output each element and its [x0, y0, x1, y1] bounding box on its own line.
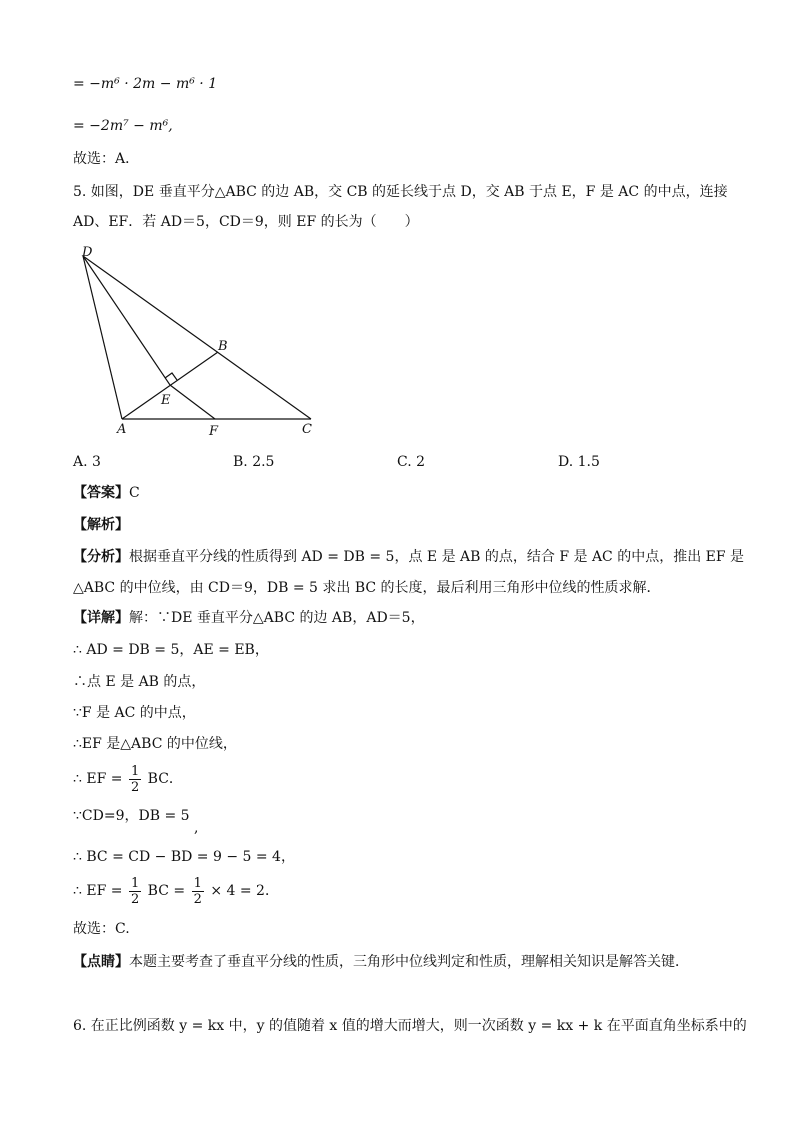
fraction-one-half-a [129, 876, 141, 907]
analysis-heading [73, 516, 129, 534]
fenxi-line-2: △ABC 的中位线，由 CD＝9，DB = 5 求出 BC 的长度，最后利用三角形中位线的性质求解． [73, 580, 661, 596]
fenxi-text-1: 根据垂直平分线的性质得到 AD = DB = 5，点 E 是 AB 的点，结合 F 是 AC 的中点，推出 EF 是 [129, 549, 745, 565]
fraction-denominator: 2 [130, 891, 140, 907]
fraction-denominator: 2 [130, 779, 140, 795]
detail-step-2: ∴ AD = DB = 5，AE = EB， [73, 642, 269, 658]
segment-da [83, 256, 122, 419]
geometry-figure [70, 240, 330, 445]
label-b: B [218, 339, 228, 354]
label-f: F [209, 424, 219, 439]
step-7-comma: , [194, 820, 199, 836]
fraction-denominator: 2 [193, 891, 202, 907]
label-d: D [82, 245, 93, 260]
dianjing-line [73, 953, 689, 971]
fraction-one-half-b [192, 876, 204, 907]
option-d: D. 1.5 [558, 454, 600, 470]
detail-step-6 [73, 763, 183, 795]
label-a: A [117, 422, 127, 437]
detail-step-10: 故选：C. [73, 921, 130, 937]
detail-step-5: ∴EF 是△ABC 的中位线， [73, 736, 237, 752]
fenxi-line-1 [73, 548, 744, 566]
detail-step-1: 解：∵DE 垂直平分△ABC 的边 AB，AD＝5， [129, 610, 425, 626]
equation-line-1: = −m⁶ · 2m − m⁶ · 1 [73, 76, 218, 92]
label-e: E [161, 393, 171, 408]
answer-value: C [129, 485, 140, 501]
fraction-numerator: 1 [130, 763, 140, 779]
dianjing-text: 本题主要考查了垂直平分线的性质，三角形中位线判定和性质，理解相关知识是解答关键． [129, 954, 689, 970]
segment-dc [83, 256, 311, 419]
fraction-numerator: 1 [130, 875, 140, 891]
equation-line-2: = −2m⁷ − m⁶, [73, 118, 173, 134]
question-5-line-2: AD、EF．若 AD＝5，CD＝9，则 EF 的长为（ ） [73, 214, 419, 230]
label-c: C [302, 422, 312, 437]
choose-a-line: 故选：A． [73, 151, 140, 167]
detail-step-9 [73, 875, 279, 907]
fraction-numerator: 1 [193, 875, 202, 891]
detail-step-3: ∴点 E 是 AB 的点， [73, 674, 206, 690]
detail-tag: 【详解】 [73, 610, 129, 626]
answer-line [73, 484, 140, 502]
dianjing-tag: 【点睛】 [73, 954, 129, 970]
segment-ef [170, 385, 215, 419]
step-6-lhs: ∴ EF = [73, 771, 123, 787]
option-a: A. 3 [73, 454, 101, 470]
segment-de [83, 256, 170, 385]
fenxi-tag: 【分析】 [73, 549, 129, 565]
fraction-one-half [129, 764, 141, 795]
option-c: C. 2 [397, 454, 426, 470]
detail-step-8: ∴ BC = CD − BD = 9 − 5 = 4， [73, 849, 295, 865]
step-9-lhs: ∴ EF = [73, 883, 123, 899]
detail-line-1 [73, 609, 425, 627]
question-5-line-1: 5. 如图，DE 垂直平分△ABC 的边 AB，交 CB 的延长线于点 D，交 AB 于点 E，F 是 AC 的中点，连接 [73, 184, 728, 200]
right-angle-mark [165, 373, 177, 380]
step-7-text: ∵CD=9，DB = 5 [73, 808, 190, 824]
question-6-line: 6. 在正比例函数 y = kx 中，y 的值随着 x 值的增大而增大，则一次函数 y = kx + k 在平面直角坐标系中的 [73, 1018, 747, 1034]
analysis-tag: 【解析】 [73, 517, 129, 533]
detail-step-4: ∵F 是 AC 的中点， [73, 705, 196, 721]
step-6-rhs: BC． [147, 771, 183, 787]
detail-step-7 [73, 807, 199, 836]
answer-tag: 【答案】 [73, 485, 129, 501]
option-b: B. 2.5 [233, 454, 275, 470]
step-9-mid: BC = [147, 883, 186, 899]
step-9-rhs: × 4 = 2． [210, 883, 279, 899]
